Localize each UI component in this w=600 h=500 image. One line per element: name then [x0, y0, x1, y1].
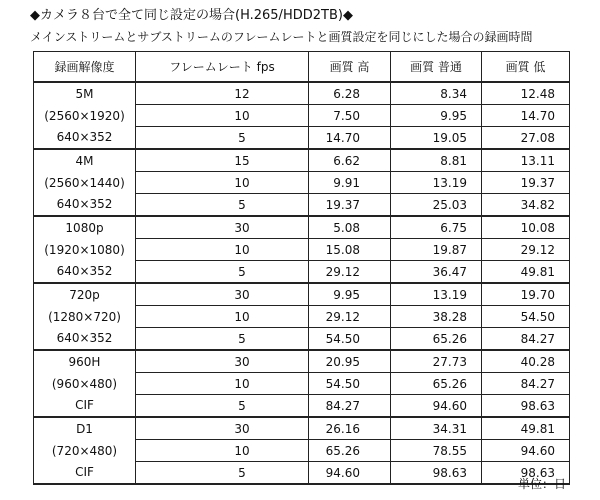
cell-high: 26.16	[309, 417, 391, 440]
table-row	[34, 306, 570, 328]
table-caption: メインストリームとサブストリームのフレームレートと画質設定を同じにした場合の録画時間	[30, 30, 533, 44]
cell-high: 54.50	[309, 328, 391, 351]
table-row	[34, 350, 570, 373]
cell-high: 15.08	[309, 239, 391, 261]
cell-fps: 10	[136, 440, 309, 462]
cell-low: 84.27	[482, 373, 570, 395]
cell-low: 14.70	[482, 105, 570, 127]
cell-resolution: (960×480)	[34, 373, 136, 395]
cell-normal: 8.81	[391, 149, 482, 172]
header-quality-low: 画質 低	[482, 52, 570, 83]
cell-normal: 36.47	[391, 261, 482, 284]
table-row	[34, 328, 570, 351]
cell-fps: 10	[136, 239, 309, 261]
table-row	[34, 194, 570, 217]
cell-fps: 5	[136, 127, 309, 150]
cell-high: 84.27	[309, 395, 391, 418]
cell-resolution: (720×480)	[34, 440, 136, 462]
cell-high: 9.95	[309, 283, 391, 306]
cell-resolution: CIF	[34, 462, 136, 485]
cell-low: 49.81	[482, 417, 570, 440]
cell-fps: 5	[136, 194, 309, 217]
cell-low: 98.63	[482, 395, 570, 418]
cell-low: 40.28	[482, 350, 570, 373]
header-framerate: フレームレート fps	[136, 52, 309, 83]
cell-fps: 10	[136, 105, 309, 127]
cell-normal: 9.95	[391, 105, 482, 127]
cell-resolution: D1	[34, 417, 136, 440]
cell-normal: 19.05	[391, 127, 482, 150]
cell-high: 6.62	[309, 149, 391, 172]
table-body	[34, 82, 570, 484]
cell-resolution: (2560×1920)	[34, 105, 136, 127]
cell-normal: 65.26	[391, 328, 482, 351]
header-quality-high: 画質 高	[309, 52, 391, 83]
cell-normal: 13.19	[391, 172, 482, 194]
table-row	[34, 373, 570, 395]
cell-fps: 30	[136, 283, 309, 306]
cell-resolution: 4M	[34, 149, 136, 172]
cell-fps: 10	[136, 172, 309, 194]
table-row	[34, 105, 570, 127]
cell-fps: 5	[136, 462, 309, 485]
table-row	[34, 462, 570, 485]
cell-high: 65.26	[309, 440, 391, 462]
cell-resolution: 5M	[34, 82, 136, 105]
cell-resolution: 640×352	[34, 127, 136, 150]
cell-low: 12.48	[482, 82, 570, 105]
cell-fps: 5	[136, 328, 309, 351]
cell-low: 19.37	[482, 172, 570, 194]
cell-low: 29.12	[482, 239, 570, 261]
cell-high: 29.12	[309, 261, 391, 284]
cell-low: 13.11	[482, 149, 570, 172]
cell-low: 98.63	[482, 462, 570, 485]
unit-note: 単位：日	[517, 477, 566, 491]
cell-high: 5.08	[309, 216, 391, 239]
cell-high: 6.28	[309, 82, 391, 105]
cell-normal: 34.31	[391, 417, 482, 440]
cell-normal: 98.63	[391, 462, 482, 485]
table-row	[34, 239, 570, 261]
table-row	[34, 172, 570, 194]
cell-resolution: 1080p	[34, 216, 136, 239]
cell-low: 34.82	[482, 194, 570, 217]
cell-low: 10.08	[482, 216, 570, 239]
cell-resolution: 640×352	[34, 328, 136, 351]
cell-fps: 30	[136, 417, 309, 440]
table-row	[34, 440, 570, 462]
cell-normal: 19.87	[391, 239, 482, 261]
cell-low: 19.70	[482, 283, 570, 306]
cell-normal: 38.28	[391, 306, 482, 328]
cell-normal: 8.34	[391, 82, 482, 105]
cell-resolution: 640×352	[34, 194, 136, 217]
table-header-row	[34, 52, 570, 83]
table-row	[34, 283, 570, 306]
cell-high: 19.37	[309, 194, 391, 217]
cell-fps: 12	[136, 82, 309, 105]
cell-high: 7.50	[309, 105, 391, 127]
cell-low: 49.81	[482, 261, 570, 284]
cell-high: 9.91	[309, 172, 391, 194]
cell-resolution: (1280×720)	[34, 306, 136, 328]
cell-resolution: (1920×1080)	[34, 239, 136, 261]
cell-high: 94.60	[309, 462, 391, 485]
cell-resolution: 720p	[34, 283, 136, 306]
cell-low: 84.27	[482, 328, 570, 351]
header-quality-normal: 画質 普通	[391, 52, 482, 83]
table-row	[34, 261, 570, 284]
cell-resolution: (2560×1440)	[34, 172, 136, 194]
table-row	[34, 127, 570, 150]
cell-high: 29.12	[309, 306, 391, 328]
cell-fps: 5	[136, 395, 309, 418]
cell-low: 54.50	[482, 306, 570, 328]
table-row	[34, 149, 570, 172]
cell-low: 94.60	[482, 440, 570, 462]
cell-normal: 25.03	[391, 194, 482, 217]
header-resolution: 録画解像度	[34, 52, 136, 83]
cell-normal: 65.26	[391, 373, 482, 395]
cell-fps: 5	[136, 261, 309, 284]
page-title: ◆カメラ８台で全て同じ設定の場合(H.265/HDD2TB)◆	[30, 8, 353, 23]
cell-fps: 30	[136, 216, 309, 239]
cell-resolution: 960H	[34, 350, 136, 373]
cell-fps: 15	[136, 149, 309, 172]
cell-normal: 6.75	[391, 216, 482, 239]
cell-low: 27.08	[482, 127, 570, 150]
cell-normal: 94.60	[391, 395, 482, 418]
cell-fps: 30	[136, 350, 309, 373]
cell-normal: 78.55	[391, 440, 482, 462]
recording-time-table	[33, 51, 570, 485]
cell-high: 54.50	[309, 373, 391, 395]
cell-resolution: 640×352	[34, 261, 136, 284]
table-row	[34, 395, 570, 418]
cell-normal: 13.19	[391, 283, 482, 306]
cell-high: 20.95	[309, 350, 391, 373]
table-row	[34, 216, 570, 239]
cell-fps: 10	[136, 306, 309, 328]
table-row	[34, 417, 570, 440]
cell-resolution: CIF	[34, 395, 136, 418]
table-row	[34, 82, 570, 105]
cell-normal: 27.73	[391, 350, 482, 373]
cell-high: 14.70	[309, 127, 391, 150]
cell-fps: 10	[136, 373, 309, 395]
